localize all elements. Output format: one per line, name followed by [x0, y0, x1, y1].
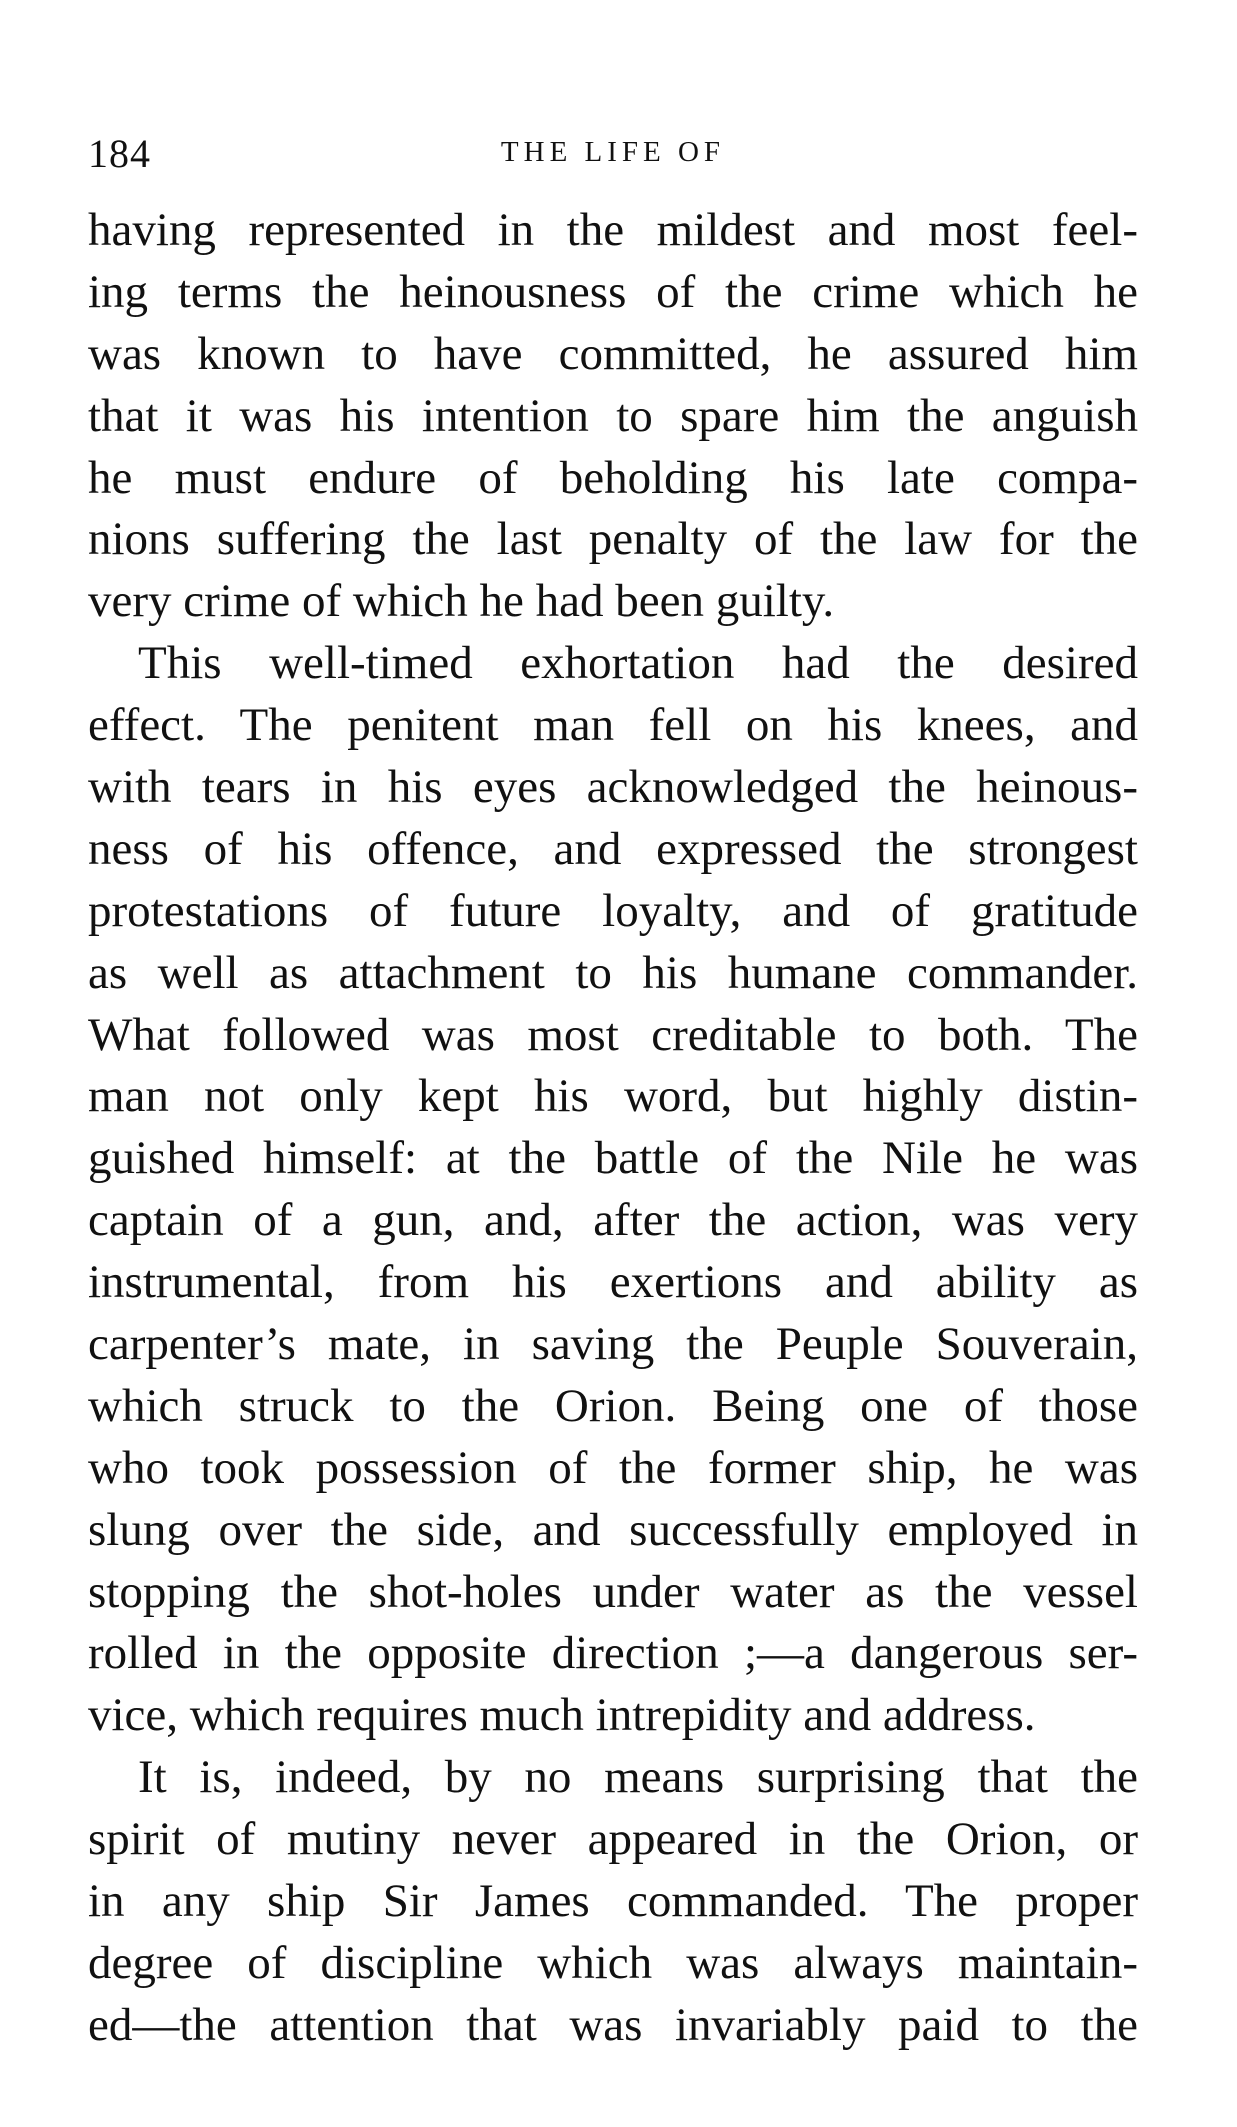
text-line: carpenter’s mate, in saving the Peuple Souverain, — [88, 1318, 1138, 1371]
paragraph — [88, 200, 1138, 633]
text-line: slung over the side, and successfully employed in — [88, 1503, 1138, 1556]
text-line: with tears in his eyes acknowledged the heinous- — [88, 761, 1138, 814]
page-number: 184 — [88, 131, 151, 176]
text-line: stopping the shot-holes under water as the vessel — [88, 1565, 1138, 1618]
text-line: What followed was most creditable to both. The — [88, 1008, 1138, 1061]
text-line: It is, indeed, by no means surprising that the — [138, 1751, 1138, 1804]
text-line: effect. The penitent man fell on his knees, and — [88, 699, 1138, 752]
text-line: captain of a gun, and, after the action, was very — [88, 1194, 1138, 1247]
page-header — [88, 130, 1138, 190]
text-line: nions suffering the last penalty of the law for the — [88, 513, 1138, 566]
text-line: degree of discipline which was always maintain- — [88, 1936, 1138, 1989]
text-line: This well-timed exhortation had the desired — [138, 637, 1138, 690]
text-line: guished himself: at the battle of the Nile he was — [88, 1132, 1138, 1185]
paragraph — [88, 633, 1138, 1747]
text-line: ing terms the heinousness of the crime which he — [88, 265, 1138, 318]
text-line: in any ship Sir James commanded. The proper — [88, 1875, 1138, 1928]
text-line: vice, which requires much intrepidity and address. — [88, 1689, 1036, 1742]
text-line: who took possession of the former ship, he was — [88, 1441, 1138, 1494]
text-line: as well as attachment to his humane commander. — [88, 946, 1138, 999]
text-line: was known to have committed, he assured him — [88, 327, 1138, 380]
text-line: ed—the attention that was invariably paid to the — [88, 1998, 1138, 2051]
text-line: man not only kept his word, but highly distin- — [88, 1070, 1138, 1123]
text-line: which struck to the Orion. Being one of those — [88, 1379, 1138, 1432]
running-title: THE LIFE OF — [500, 136, 726, 168]
text-line: spirit of mutiny never appeared in the Orion, or — [88, 1813, 1138, 1866]
text-line: he must endure of beholding his late compa- — [88, 451, 1138, 504]
text-line: protestations of future loyalty, and of gratitude — [88, 884, 1138, 937]
text-line: instrumental, from his exertions and ability as — [88, 1256, 1138, 1309]
body-text — [88, 200, 1138, 2057]
text-line: that it was his intention to spare him the anguish — [88, 389, 1138, 442]
text-line: having represented in the mildest and most feel- — [88, 204, 1138, 256]
paragraph — [88, 1747, 1138, 2056]
text-line: rolled in the opposite direction ;—a dangerous ser- — [88, 1627, 1138, 1680]
text-line: very crime of which he had been guilty. — [88, 575, 835, 628]
text-line: ness of his offence, and expressed the strongest — [88, 822, 1138, 875]
